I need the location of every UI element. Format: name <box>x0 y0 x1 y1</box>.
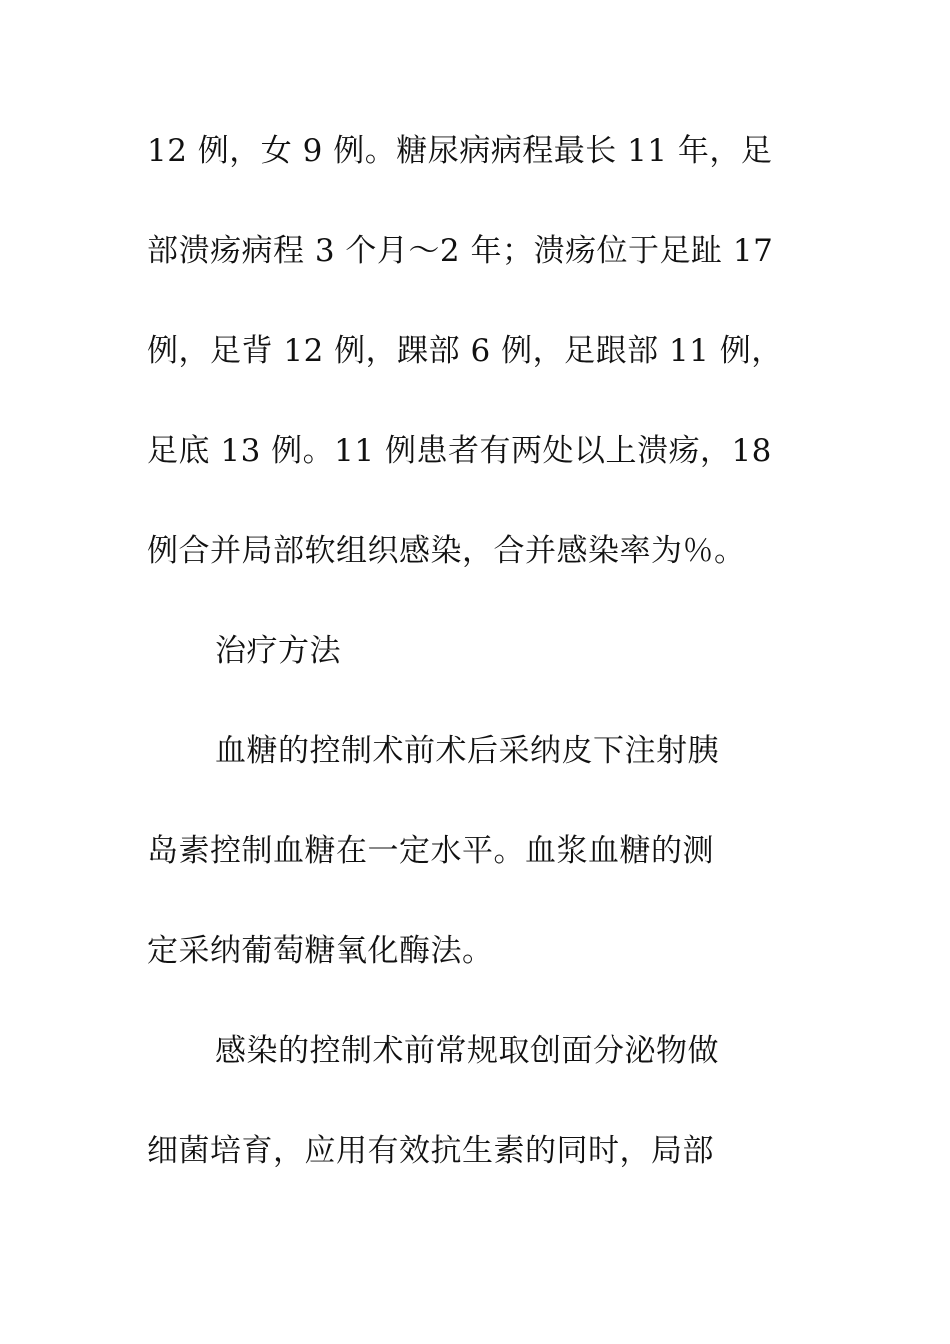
text-line: 细菌培育，应用有效抗生素的同时，局部 <box>147 1133 714 1169</box>
text-line: 定采纳葡萄糖氧化酶法。 <box>147 933 494 969</box>
text-line: 足底 13 例。11 例患者有两处以上溃疡，18 <box>147 433 772 469</box>
text-line: 部溃疡病程 3 个月～2 年；溃疡位于足趾 17 <box>147 233 774 269</box>
text-line: 血糖的控制术前术后采纳皮下注射胰 <box>215 733 719 769</box>
text-line: 例合并局部软组织感染，合并感染率为％。 <box>147 533 746 569</box>
text-line: 例，足背 12 例，踝部 6 例，足跟部 11 例， <box>147 333 783 369</box>
text-line: 感染的控制术前常规取创面分泌物做 <box>215 1033 719 1069</box>
text-line: 岛素控制血糖在一定水平。血浆血糖的测 <box>147 833 714 869</box>
text-line: 12 例，女 9 例。糖尿病病程最长 11 年，足 <box>147 133 773 169</box>
section-heading: 治疗方法 <box>215 633 341 669</box>
